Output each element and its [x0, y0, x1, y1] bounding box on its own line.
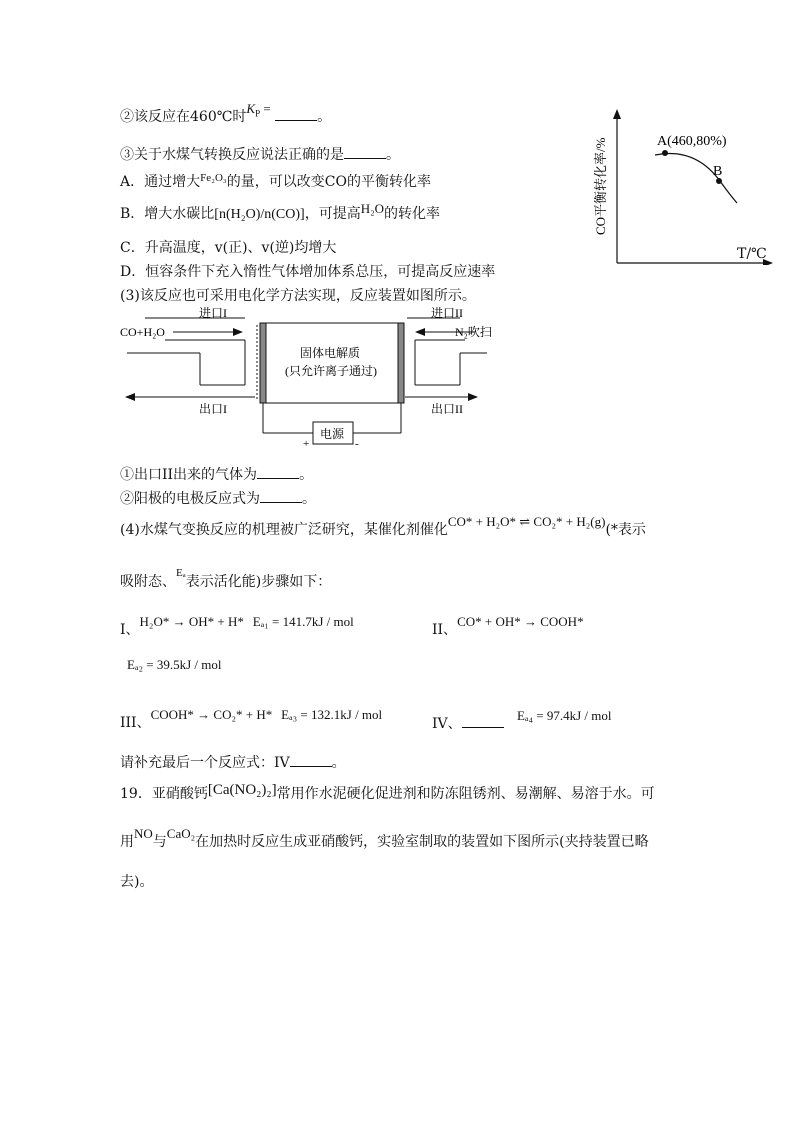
paragraph-4: (4)水煤气变换反应的机理被广泛研究，某催化剂催化CO* + H₂O* ⇌ CO₂* + H₂(g)(*表示 — [120, 514, 646, 538]
option-a: A．通过增大$^{Fe_2O_3}$的量，可以改变CO的平衡转化率 — [120, 172, 431, 190]
question-statement: ③关于水煤气转换反应说法正确的是 。 — [120, 144, 400, 165]
point-a-label: A(460,80%) — [657, 134, 727, 149]
option-d: D．恒容条件下充入惰性气体增加体系总压，可提高反应速率 — [120, 264, 496, 280]
x-axis-label: T/℃ — [737, 246, 767, 262]
y-axis-arrow — [613, 109, 621, 119]
power-label: 电源 — [320, 427, 345, 441]
step-4: IV、 Eₐ₄ = 97.4kJ / mol — [432, 708, 612, 732]
paragraph-4c: 请补充最后一个反应式：IV 。 — [120, 752, 346, 773]
answer-blank[interactable] — [257, 464, 299, 479]
answer-blank[interactable] — [260, 488, 302, 503]
question-kp: ②该反应在460℃时$K_P$ = 。 — [120, 101, 332, 125]
series-line — [655, 153, 737, 203]
answer-blank[interactable] — [275, 106, 317, 121]
step-2-ea: Eₐ₂ = 39.5kJ / mol — [127, 657, 222, 672]
feed-right-label: N₂吹扫 — [455, 325, 492, 339]
answer-blank[interactable] — [462, 713, 504, 728]
question-outlet-gas: ①出口II出来的气体为 。 — [120, 464, 313, 485]
question-anode: ②阳极的电极反应式为 。 — [120, 488, 316, 509]
minus-label: - — [355, 438, 359, 450]
step-2: II、CO* + OH* → COOH* — [432, 614, 584, 638]
point-b-label: B — [713, 164, 723, 179]
option-c: C．升高温度，v(正)、v(逆)均增大 — [120, 240, 337, 256]
paragraph-4b: 吸附态、$^{E_a}$表示活化能)步骤如下： — [120, 567, 332, 590]
step-1: I、H₂O* → OH* + H* Eₐ₁ = 141.7kJ / mol — [120, 614, 354, 638]
electrolyte-label-2: (只允许离子通过) — [285, 364, 377, 378]
inlet-1-label: 进口I — [199, 306, 227, 320]
conversion-chart — [585, 95, 785, 265]
question-19-line-1: 19．亚硝酸钙[Ca(NO₂)₂]常用作水泥硬化促进剂和防冻阻锈剂、易潮解、易溶于水。可 — [120, 782, 655, 802]
plus-label: + — [303, 438, 310, 450]
answer-blank[interactable] — [344, 144, 386, 159]
option-b: B．增大水碳比[n(H₂O)/n(CO)]，可提高H₂O的转化率 — [120, 201, 441, 222]
electrolyte-label-1: 固体电解质 — [300, 346, 361, 360]
step-3: III、COOH* → CO₂* + H* Eₐ₃ = 132.1kJ / mol — [120, 707, 383, 731]
point-a — [662, 150, 668, 156]
feed-left-label: CO+H₂O — [120, 325, 165, 339]
paragraph-3: (3)该反应也可采用电化学方法实现，反应装置如图所示。 — [120, 288, 476, 304]
inlet-2-label: 进口II — [431, 306, 463, 320]
y-axis-label: CO平衡转化率/% — [593, 137, 608, 235]
electrochemical-apparatus — [115, 305, 500, 450]
question-19-line-2: 用NO与CaO₂在加热时反应生成亚硝酸钙，实验室制取的装置如下图所示(夹持装置已略 — [120, 826, 649, 850]
question-19-line-3: 去)。 — [120, 874, 154, 890]
outlet-2-label: 出口II — [431, 402, 463, 416]
outlet-1-label: 出口I — [199, 402, 227, 416]
answer-blank[interactable] — [290, 752, 332, 767]
